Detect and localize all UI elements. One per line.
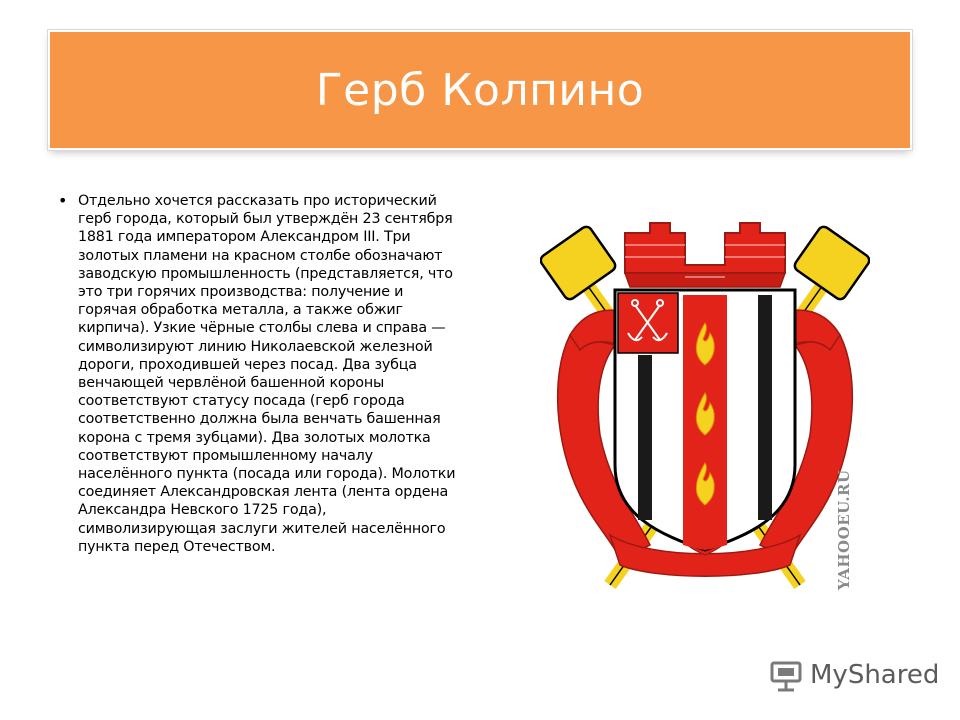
title-banner xyxy=(50,32,910,148)
page-title: Герб Колпино xyxy=(315,64,645,116)
brand-name: MyShared xyxy=(810,660,940,690)
bullet-text: Отдельно хочется рассказать про исторический герб города, который был утверждён 23 сентября 1881 года императором Александром III. Три золотых пламени на красном столбе обозначают заводскую промышленность (представляется, что это три горячих производства: получение и горячая обработка металла, а также обжиг кирпича). Узкие чёрные столбы слева и справа — символизируют линию Николаевской железной дороги, проходившей через посад. Два зубца венчающей червлёной башенной короны соответствуют статусу посада (герб города соответственно должна была венчать башенная корона с тремя зубцами). Два золотых молотка соответствуют промышленному началу населённого пункта (посада или города). Молотки соединяет Александровская лента (лента ордена Александра Невского 1725 года), символизирующая заслуги жителей населённого пункта перед Отечеством. xyxy=(78,193,456,555)
presentation-board-icon xyxy=(768,657,804,693)
bullet-list xyxy=(58,192,468,556)
bullet-marker: • xyxy=(58,191,68,210)
brand-logo[interactable] xyxy=(768,655,939,695)
image-watermark: YAHOOEU.RU xyxy=(835,469,853,590)
coat-of-arms-image xyxy=(540,215,870,595)
tower-crown xyxy=(625,223,785,287)
coat-of-arms-icon xyxy=(540,215,870,595)
